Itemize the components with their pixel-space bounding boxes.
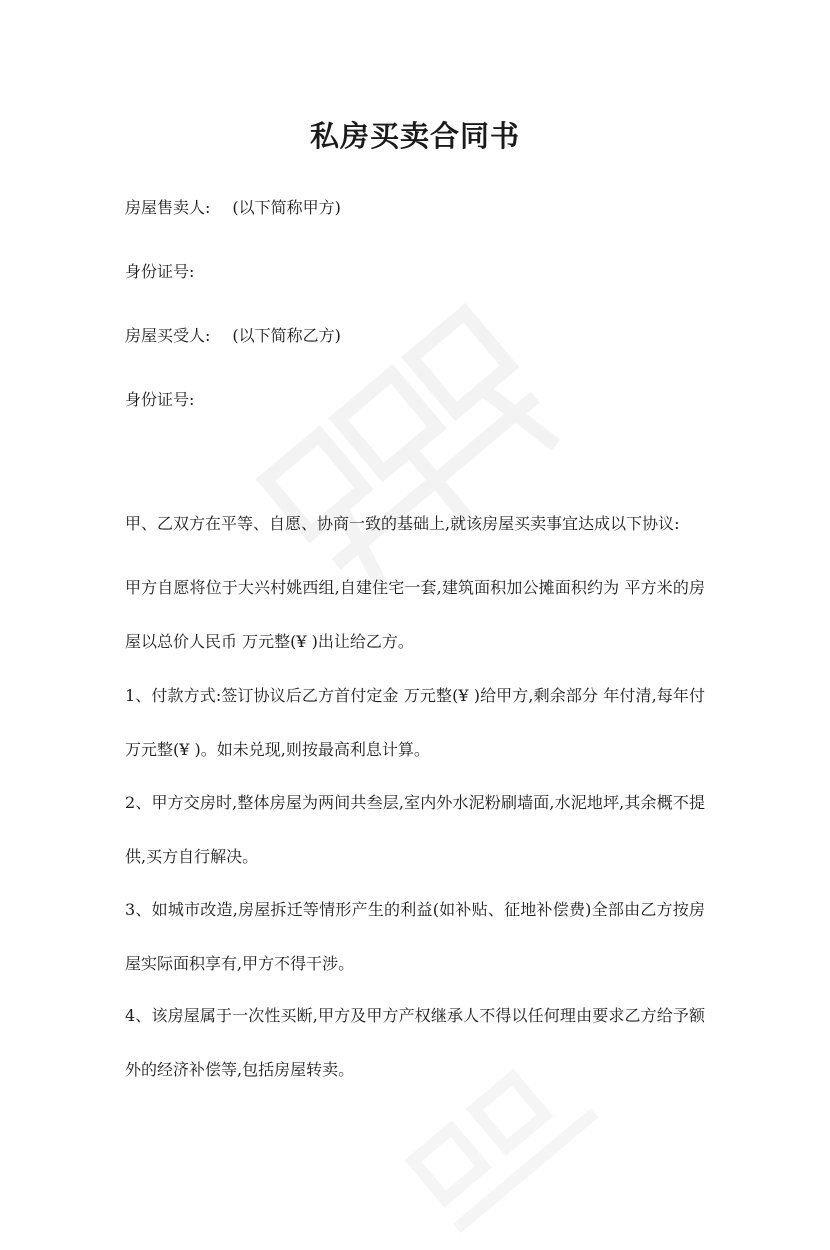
seller-label: 房屋售卖人: bbox=[125, 198, 211, 217]
buyer-line bbox=[125, 326, 341, 346]
clause-4-buyout: 4、该房屋属于一次性买断,甲方及甲方产权继承人不得以任何理由要求乙方给予额外的经济补偿等,包括房屋转卖。 bbox=[125, 1006, 705, 1079]
intro-paragraph: 甲、乙双方在平等、自愿、协商一致的基础上,就该房屋买卖事宜达成以下协议: bbox=[125, 514, 680, 533]
seller-line bbox=[125, 198, 341, 218]
document-title: 私房买卖合同书 bbox=[309, 119, 520, 153]
clause-2-handover: 2、甲方交房时,整体房屋为两间共叁层,室内外水泥粉刷墙面,水泥地坪,其余概不提供,买方自行解决。 bbox=[125, 793, 705, 866]
seller-id-label: 身份证号: bbox=[125, 262, 195, 281]
clause-3-demolition: 3、如城市改造,房屋拆迁等情形产生的利益(如补贴、征地补偿费)全部由乙方按房屋实际面积享有,甲方不得干涉。 bbox=[125, 900, 705, 973]
buyer-label: 房屋买受人: bbox=[125, 326, 211, 345]
clause-1-payment: 1、付款方式:签订协议后乙方首付定金 万元整(¥ )给甲方,剩余部分 年付清,每年付 万元整(¥ )。如未兑现,则按最高利息计算。 bbox=[125, 686, 705, 759]
buyer-id-label: 身份证号: bbox=[125, 390, 195, 409]
clause-property: 甲方自愿将位于大兴村姚西组,自建住宅一套,建筑面积加公摊面积约为 平方米的房屋以总价人民币 万元整(¥ )出让给乙方。 bbox=[125, 578, 705, 651]
seller-note: (以下简称甲方) bbox=[232, 198, 341, 217]
buyer-note: (以下简称乙方) bbox=[232, 326, 341, 345]
